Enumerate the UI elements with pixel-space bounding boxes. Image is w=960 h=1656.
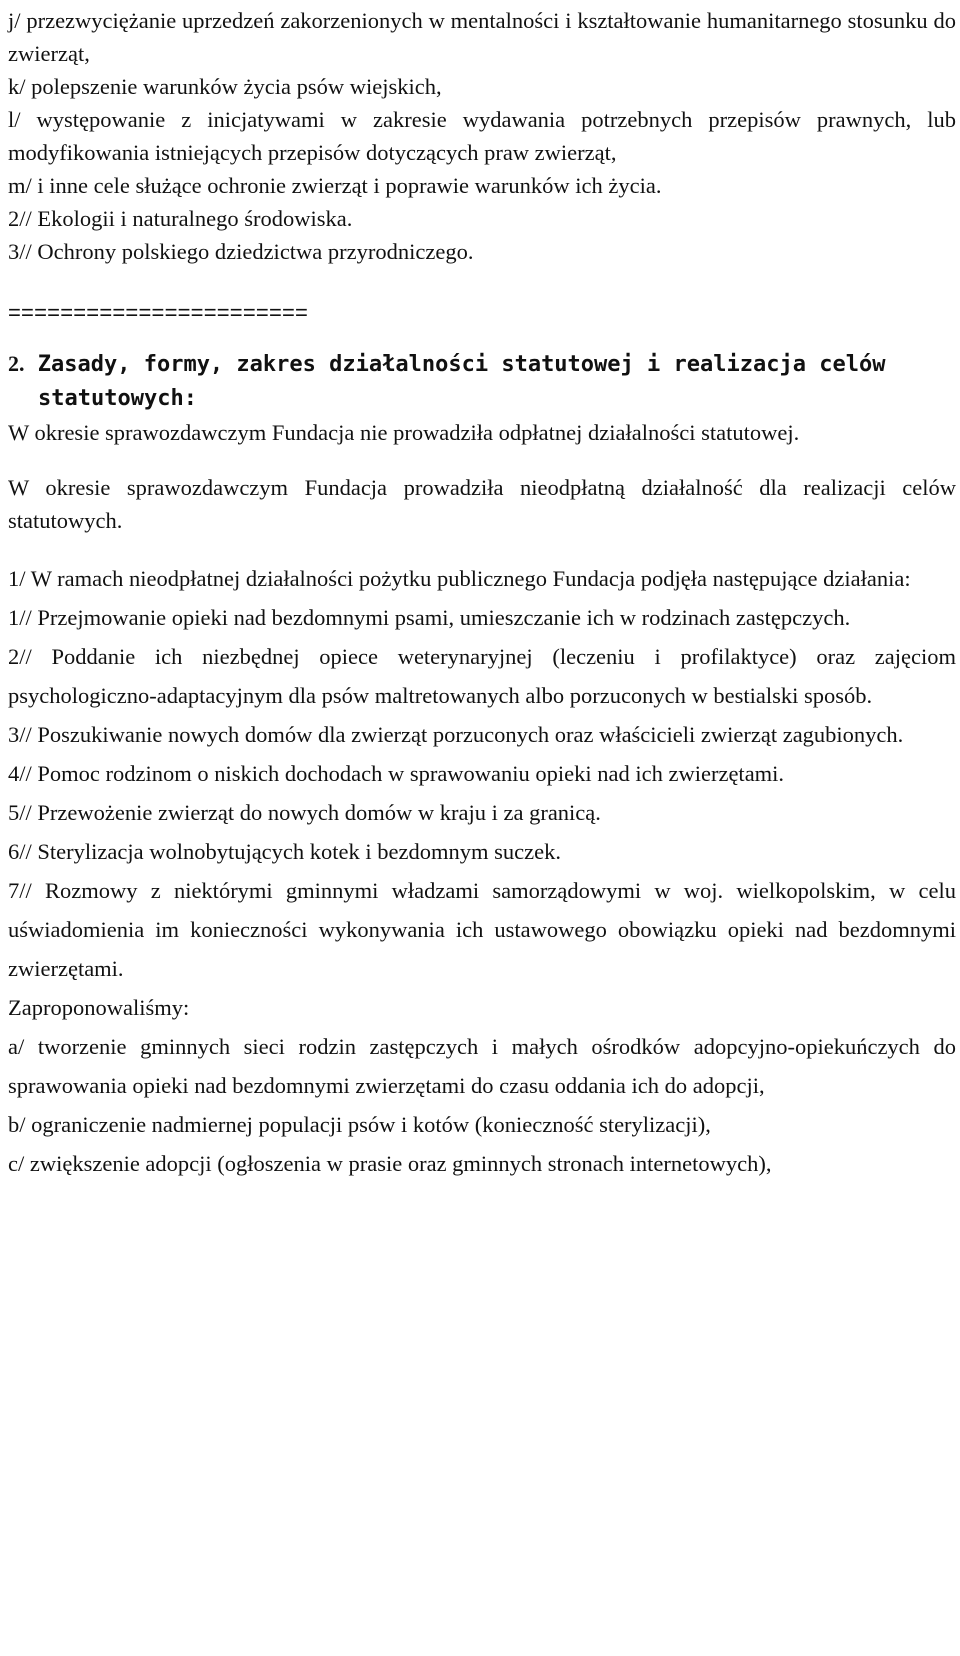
goal-ecology: 2// Ekologii i naturalnego środowiska. bbox=[8, 206, 353, 231]
activity-item-6: 6// Sterylizacja wolnobytujących kotek i bezdomnym suczek. bbox=[8, 839, 561, 864]
proposal-item-a: a/ tworzenie gminnych sieci rodzin zastępczych i małych ośrodków adopcyjno-opiekuńczych do sprawowania opieki nad bezdomnymi zwierzętami do czasu oddania ich do adopcji, bbox=[8, 1034, 956, 1098]
section-title-line2: statutowych: bbox=[38, 386, 197, 411]
proposal-item-c: c/ zwiększenie adopcji (ogłoszenia w prasie oraz gminnych stronach internetowych), bbox=[8, 1151, 772, 1176]
goal-item-m: m/ i inne cele służące ochronie zwierząt i poprawie warunków ich życia. bbox=[8, 173, 662, 198]
goal-item-l: l/ występowanie z inicjatywami w zakresie wydawania potrzebnych przepisów prawnych, lub modyfikowania istniejących przepisów dotyczących praw zwierząt, bbox=[8, 107, 956, 165]
activity-item-7: 7// Rozmowy z niektórymi gminnymi władzami samorządowymi w woj. wielkopolskim, w celu uświadomienia im konieczności wykonywania ich ustawowego obowiązku opieki nad bezdomnymi zwierzętami. bbox=[8, 878, 956, 981]
goal-item-k: k/ polepszenie warunków życia psów wiejskich, bbox=[8, 74, 442, 99]
proposals-label: Zaproponowaliśmy: bbox=[8, 995, 190, 1020]
unpaid-activity-paragraph: W okresie sprawozdawczym Fundacja prowadziła nieodpłatną działalność dla realizacji celów statutowych. bbox=[8, 475, 956, 533]
goal-item-j: j/ przezwyciężanie uprzedzeń zakorzenionych w mentalności i kształtowanie humanitarnego stosunku do zwierząt, bbox=[8, 8, 956, 66]
section-heading bbox=[8, 347, 956, 416]
activity-item-4: 4// Pomoc rodzinom o niskich dochodach w sprawowaniu opieki nad ich zwierzętami. bbox=[8, 761, 785, 786]
section-number: 2. bbox=[8, 351, 25, 376]
paid-activity-paragraph: W okresie sprawozdawczym Fundacja nie prowadziła odpłatnej działalności statutowej. bbox=[8, 420, 800, 445]
separator-line: ======================= bbox=[8, 300, 309, 325]
proposal-item-b: b/ ograniczenie nadmiernej populacji psów i kotów (konieczność sterylizacji), bbox=[8, 1112, 711, 1137]
goal-heritage: 3// Ochrony polskiego dziedzictwa przyrodniczego. bbox=[8, 239, 474, 264]
activity-item-5: 5// Przewożenie zwierząt do nowych domów w kraju i za granicą. bbox=[8, 800, 601, 825]
activity-item-2: 2// Poddanie ich niezbędnej opiece weterynaryjnej (leczeniu i profilaktyce) oraz zajęciom psychologiczno-adaptacyjnym dla psów maltretowanych albo porzuconych w bestialski sposób. bbox=[8, 644, 956, 708]
activity-item-3: 3// Poszukiwanie nowych domów dla zwierząt porzuconych oraz właścicieli zwierząt zagubionych. bbox=[8, 722, 904, 747]
section-title-line1: Zasady, formy, zakres działalności statutowej i realizacja celów bbox=[37, 352, 886, 377]
activity-item-1: 1// Przejmowanie opieki nad bezdomnymi psami, umieszczanie ich w rodzinach zastępczych. bbox=[8, 605, 851, 630]
activity-intro: 1/ W ramach nieodpłatnej działalności pożytku publicznego Fundacja podjęła następujące działania: bbox=[8, 566, 911, 591]
